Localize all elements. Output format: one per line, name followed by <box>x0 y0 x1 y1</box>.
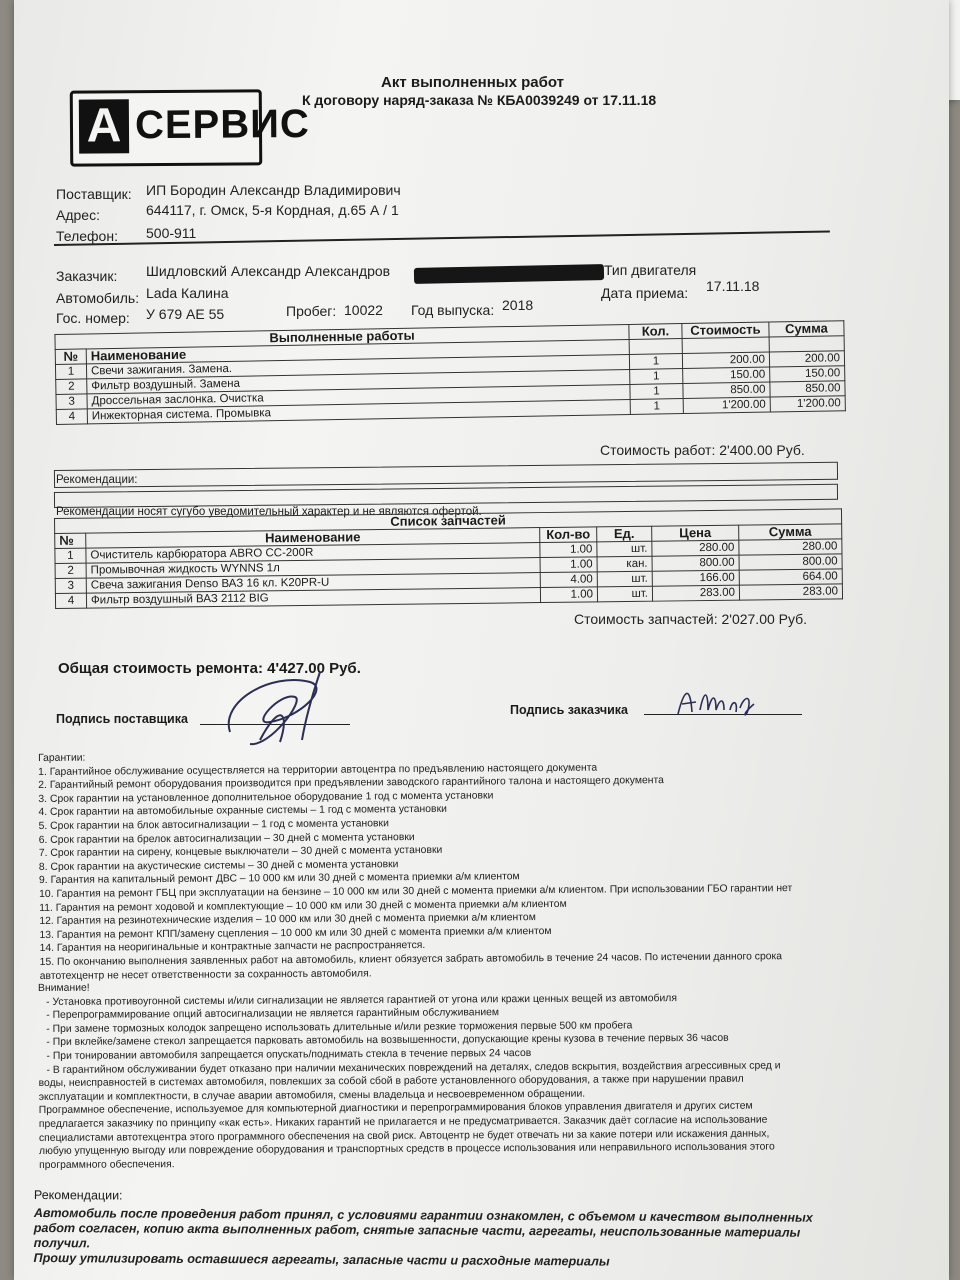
parts-header-unit: Ед. <box>597 526 652 542</box>
year-value: 2018 <box>502 297 534 313</box>
warranty-item: 5. Срок гарантии на блок автосигнализации – 1 год с момента установки <box>38 818 389 832</box>
attention-item: - При тонировании автомобиля запрещается опускать/поднимать стекла в течение первых 24 часов <box>46 1047 532 1062</box>
warranty-item: 3. Срок гарантии на установленное дополнительное оборудование 1 год с момента установки <box>38 790 494 805</box>
engine-type-label: Тип двигателя <box>604 262 697 278</box>
supplier-signature-label: Подпись поставщика <box>56 712 188 726</box>
warranty-item: автотехцентр не несет ответственности за сохранность автомобиля. <box>39 967 372 982</box>
footer-line: Прошу утилизировать оставшиеся агрегаты, запасные части и расходные материалы <box>33 1250 610 1269</box>
date-value: 17.11.18 <box>706 278 760 294</box>
parts-caption: Список запчастей <box>55 509 842 534</box>
parts-header-name: Наименование <box>86 528 540 549</box>
works-total: Стоимость работ: 2'400.00 Руб. <box>600 442 805 458</box>
parts-header-price: Цена <box>652 525 739 541</box>
table-row: 4 Фильтр воздушный ВАЗ 2112 BIG 1.00 шт. 283.00 283.00 <box>55 584 842 609</box>
warranty-item: 15. По окончанию выполнения заявленных работ на автомобиль, клиент обязуется забрать автомобиль в течение 24 часов. По истечении данного срока <box>39 951 783 968</box>
attention-item: - Установка противоугонной системы и/или сигнализации не является гарантией от угона или кражи ценных вещей из автомобиля <box>46 992 678 1008</box>
warranty-item: 13. Гарантия на ремонт КПП/замену сцепления – 10 000 км или 30 дней с момента приемки а/м клиентом <box>39 925 552 941</box>
car-label: Автомобиль: <box>56 290 140 306</box>
attention-item: - В гарантийном обслуживании будет отказано при наличии механических повреждений на деталях, следов вскрытия, воздействия агрессивных сред и <box>46 1060 781 1076</box>
company-logo <box>70 89 310 166</box>
table-row: 1 Свечи зажигания. Замена. 1 200.00 200.00 <box>55 351 844 380</box>
attention-item: программного обеспечения. <box>39 1158 175 1171</box>
warranty-item: 11. Гарантия на ремонт ходовой и комплектующие – 10 000 км или 30 дней с момента приемки а/м клиентом <box>39 898 567 914</box>
warranty-item: 12. Гарантия на резинотехнические изделия – 10 000 км или 30 дней с момента приемки а/м клиентом <box>39 912 536 928</box>
works-header-name: Наименование <box>86 339 629 363</box>
warranty-item: 6. Срок гарантии на брелок автосигнализации – 30 дней с момента установки <box>38 831 415 846</box>
year-label: Год выпуска: <box>411 302 495 318</box>
recommendations-label: Рекомендации: <box>56 474 138 486</box>
mileage-value: 10022 <box>344 302 383 318</box>
table-row: 2 Фильтр воздушный. Замена 1 150.00 150.00 <box>56 366 845 395</box>
works-table <box>54 320 845 425</box>
footer-section <box>34 1188 934 1271</box>
warranty-heading: Гарантии: <box>38 752 86 764</box>
document-subtitle: К договору наряд-заказа № КБА0039249 от 17.11.18 <box>302 92 657 108</box>
attention-item: специалистами автотехцентра этого программного обеспечения на свой риск. Автоцентр не будет отвечать ни за какие потери или искажения данных, <box>38 1128 770 1144</box>
supplier-signature-icon <box>210 662 360 752</box>
attention-item: предлагается заказчику по принципу «как есть». Никаких гарантий не прилагается и не предусматривается. Заказчик даёт согласие на использование <box>38 1114 768 1130</box>
table-row: 2 Промывочная жидкость WYNNS 1л 1.00 кан. 800.00 800.00 <box>55 554 842 579</box>
logo-text: СЕРВИС <box>134 101 310 148</box>
works-header-sum: Сумма <box>769 321 844 337</box>
warranty-item: 8. Срок гарантии на акустические системы – 30 дней с момента установки <box>38 858 399 873</box>
attention-item: воды, неисправностей в системах автомобиля, повлекших за собой сбой в работе установленного оборудования, а также при нарушении правил <box>38 1073 744 1090</box>
warranty-section <box>38 745 920 983</box>
warranty-item: 2. Гарантийный ремонт оборудования производится при предъявлении заводского гарантийного талона и настоящего документа <box>38 775 664 792</box>
footer-line: получил. <box>33 1235 91 1251</box>
warranty-item: 14. Гарантия на неоригинальные и контрактные запчасти не распространяется. <box>39 940 426 955</box>
table-row: 3 Свеча зажигания Denso ВАЗ 16 кл. K20PR-U 4.00 шт. 166.00 664.00 <box>55 569 842 594</box>
works-caption: Выполненные работы <box>55 324 629 349</box>
works-header-no: № <box>55 349 86 365</box>
plate-label: Гос. номер: <box>56 310 130 326</box>
works-header-price: Стоимость <box>682 322 769 339</box>
attention-section <box>38 977 919 1173</box>
parts-header-qty: Кол-во <box>540 527 597 543</box>
attention-heading: Внимание! <box>38 982 90 994</box>
document-title: Акт выполненных работ <box>381 74 565 91</box>
recommendations-note: Рекомендации носят сугубо уведомительный характер и не являются офертой. <box>56 506 482 518</box>
customer-label: Заказчик: <box>56 268 118 284</box>
parts-table <box>54 508 843 609</box>
address-label: Адрес: <box>56 207 100 223</box>
warranty-item: 1. Гарантийное обслуживание осуществляется на территории автоцентра по предъявлению настоящего документа <box>38 762 598 778</box>
document-sheet <box>14 0 949 1280</box>
supplier-label: Поставщик: <box>56 186 132 202</box>
attention-item: - При вклейке/замене стекол запрещается парковать автомобиль на возвышенности, допускающие крены кузова в течение первых 36 часов <box>46 1033 729 1049</box>
customer-value: Шидловский Александр Александров <box>146 263 391 279</box>
footer-line: Автомобиль после проведения работ принял, с условиями гарантии ознакомлен, с объемом и качеством выполненных <box>33 1205 813 1225</box>
plate-value: У 679 АЕ 55 <box>146 306 225 322</box>
date-label: Дата приема: <box>601 285 689 301</box>
attention-item: эксплуатации и комплектности, в случае аварии автомобиля, смены владельца и несвоевременном обращении. <box>38 1088 586 1103</box>
warranty-item: 9. Гарантия на капитальный ремонт ДВС – 10 000 км или 30 дней с момента приемки а/м клиентом <box>38 871 520 887</box>
parts-header-no: № <box>55 533 86 548</box>
parts-header-sum: Сумма <box>739 524 842 540</box>
redaction-mark <box>414 264 604 284</box>
footer-heading: Рекомендации: <box>33 1188 123 1203</box>
footer-line: работ согласен, копию акта выполненных работ, снятые запасные части, агрегаты, неиспользованные материалы <box>33 1220 801 1240</box>
works-header-qty: Кол. <box>629 324 682 340</box>
warranty-item: 4. Срок гарантии на автомобильные охранные системы – 1 год с момента установки <box>38 804 447 819</box>
supplier-value: ИП Бородин Александр Владимирович <box>146 182 401 198</box>
recommendations-box <box>54 484 838 508</box>
grand-total: Общая стоимость ремонта: 4'427.00 Руб. <box>58 660 361 677</box>
parts-total: Стоимость запчастей: 2'027.00 Руб. <box>574 611 808 627</box>
attention-item: - При замене тормозных колодок запрещено использовать длительные и/или резкие торможения первые 500 км пробега <box>46 1020 633 1035</box>
attention-item: Программное обеспечение, используемое для компьютерной диагностики и перепрограммирования блоков управления двигателя и других систем <box>38 1100 753 1117</box>
car-value: Lada Калина <box>146 285 229 301</box>
customer-signature-label: Подпись заказчика <box>510 703 628 717</box>
customer-signature-icon <box>674 680 764 720</box>
mileage-label: Пробег: <box>286 303 337 319</box>
table-row: 1 Очиститель карбюратора ABRO CC-200R 1.00 шт. 280.00 280.00 <box>55 539 842 564</box>
table-row: 3 Дроссельная заслонка. Очистка 1 850.00 850.00 <box>56 381 845 410</box>
phone-label: Телефон: <box>56 228 118 244</box>
phone-value: 500-911 <box>146 225 197 241</box>
attention-item: - Перепрограммирование опций автосигнализации не является гарантийным обслуживанием <box>46 1007 500 1022</box>
address-value: 644117, г. Омск, 5-я Кордная, д.65 А / 1 <box>146 202 399 218</box>
table-row: 4 Инжекторная система. Промывка 1 1'200.00 1'200.00 <box>56 396 845 425</box>
logo-letter: А <box>79 99 129 153</box>
warranty-item: 10. Гарантия на ремонт ГБЦ при эксплуатации на бензине – 10 000 км или 30 дней с момента приемки а/м клиентом. При использовании ГБО гарантии нет <box>39 883 793 900</box>
warranty-item: 7. Срок гарантии на сирену, концевые выключатели – 30 дней с момента установки <box>38 844 443 860</box>
attention-item: любую упущенную выгоду или повреждение оборудования и транспортных средств в процессе использования или неправильного использования этого <box>39 1141 775 1158</box>
